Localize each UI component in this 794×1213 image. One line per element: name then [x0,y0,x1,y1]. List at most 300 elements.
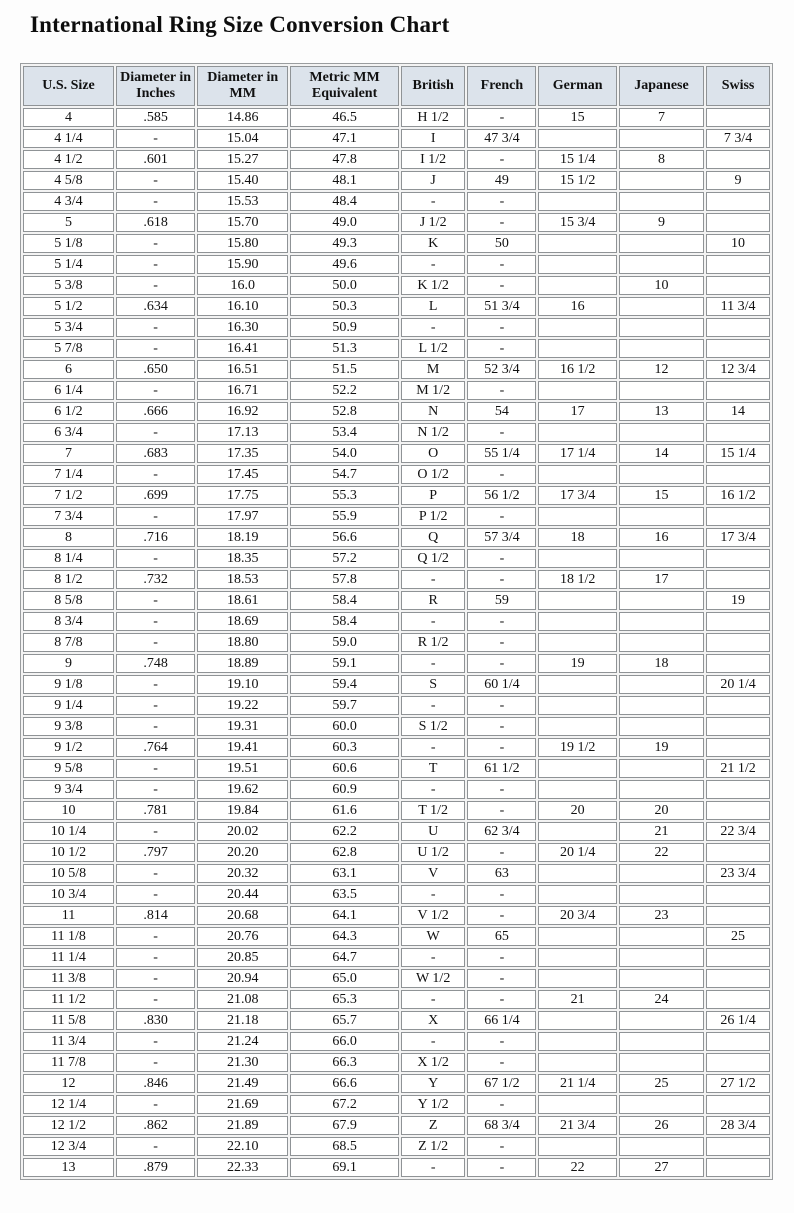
cell: 9 [706,171,770,190]
cell [619,297,704,316]
cell: - [116,990,195,1009]
cell: 21 [538,990,617,1009]
cell: 62 3/4 [467,822,536,841]
cell: 6 1/4 [23,381,114,400]
cell [619,234,704,253]
cell [538,948,617,967]
cell: - [467,423,536,442]
cell: 7 1/2 [23,486,114,505]
table-row [23,717,770,736]
cell [706,843,770,862]
cell: 47.1 [290,129,399,148]
cell [706,465,770,484]
cell [706,276,770,295]
column-header: French [467,66,536,106]
cell [538,1095,617,1114]
cell: 50.9 [290,318,399,337]
cell: - [467,276,536,295]
cell: - [401,780,466,799]
cell [706,192,770,211]
cell: 55 1/4 [467,444,536,463]
cell: 8 1/2 [23,570,114,589]
cell [706,885,770,904]
cell: 9 [23,654,114,673]
cell: 15 [619,486,704,505]
cell: H 1/2 [401,108,466,127]
cell: 21.18 [197,1011,288,1030]
cell: 12 [619,360,704,379]
cell: 16.0 [197,276,288,295]
cell: L [401,297,466,316]
cell: U 1/2 [401,843,466,862]
cell: 27 [619,1158,704,1177]
cell: 20.76 [197,927,288,946]
cell [538,864,617,883]
cell [619,1053,704,1072]
cell [619,192,704,211]
cell: - [401,612,466,631]
cell: - [116,696,195,715]
cell: 18.61 [197,591,288,610]
cell: J [401,171,466,190]
cell: - [401,948,466,967]
cell: 49.3 [290,234,399,253]
cell: 19.84 [197,801,288,820]
cell: 18 1/2 [538,570,617,589]
cell [619,381,704,400]
cell [619,507,704,526]
cell: - [467,150,536,169]
cell: - [116,1137,195,1156]
cell: 66.3 [290,1053,399,1072]
cell: 20.68 [197,906,288,925]
cell: 56 1/2 [467,486,536,505]
cell: 11 5/8 [23,1011,114,1030]
cell: W [401,927,466,946]
cell [706,738,770,757]
cell: 19.10 [197,675,288,694]
cell: 12 3/4 [706,360,770,379]
cell [619,696,704,715]
cell: - [116,465,195,484]
cell: N [401,402,466,421]
table-row [23,213,770,232]
cell: - [116,423,195,442]
cell: 51.3 [290,339,399,358]
cell: 59.0 [290,633,399,652]
cell: 15 1/4 [706,444,770,463]
cell: 53.4 [290,423,399,442]
cell: 60.0 [290,717,399,736]
cell: 55.9 [290,507,399,526]
cell: 14 [619,444,704,463]
cell: 18.35 [197,549,288,568]
cell: - [467,633,536,652]
cell: - [467,318,536,337]
cell [538,759,617,778]
cell: 58.4 [290,612,399,631]
cell: - [467,1137,536,1156]
cell: - [467,738,536,757]
cell: 17.45 [197,465,288,484]
cell: 15.04 [197,129,288,148]
cell: 55.3 [290,486,399,505]
cell: 47 3/4 [467,129,536,148]
cell [538,927,617,946]
table-row [23,108,770,127]
cell: - [116,633,195,652]
cell: 22.10 [197,1137,288,1156]
table-row [23,465,770,484]
cell: 12 3/4 [23,1137,114,1156]
cell: - [116,549,195,568]
cell: T [401,759,466,778]
cell: .716 [116,528,195,547]
cell [538,549,617,568]
cell: - [467,381,536,400]
cell: - [401,318,466,337]
cell [538,885,617,904]
cell: 57.2 [290,549,399,568]
cell: - [467,255,536,274]
cell: 20.20 [197,843,288,862]
cell: - [116,969,195,988]
cell: 16.10 [197,297,288,316]
cell: 20.32 [197,864,288,883]
cell: .814 [116,906,195,925]
cell: - [467,570,536,589]
table-row [23,1011,770,1030]
cell: M 1/2 [401,381,466,400]
cell: 22.33 [197,1158,288,1177]
table-row [23,801,770,820]
cell: 9 1/4 [23,696,114,715]
cell: 11 1/4 [23,948,114,967]
table-row [23,339,770,358]
cell: - [116,612,195,631]
cell: - [467,612,536,631]
cell: 11 7/8 [23,1053,114,1072]
table-row [23,507,770,526]
cell [538,234,617,253]
cell: .585 [116,108,195,127]
cell: 24 [619,990,704,1009]
cell [538,1011,617,1030]
cell: 13 [23,1158,114,1177]
cell [538,1032,617,1051]
cell [706,612,770,631]
cell: - [401,885,466,904]
cell: 49 [467,171,536,190]
cell: 16 1/2 [538,360,617,379]
cell: - [467,801,536,820]
cell: 5 1/2 [23,297,114,316]
cell: - [401,1032,466,1051]
cell: K [401,234,466,253]
cell: 7 [619,108,704,127]
cell: 64.1 [290,906,399,925]
cell: 57.8 [290,570,399,589]
cell: .618 [116,213,195,232]
cell: 15.70 [197,213,288,232]
cell: 59.1 [290,654,399,673]
cell: 21.30 [197,1053,288,1072]
cell: 51.5 [290,360,399,379]
cell [619,255,704,274]
cell: - [116,948,195,967]
cell: 10 1/4 [23,822,114,841]
cell [538,1137,617,1156]
cell [619,591,704,610]
cell: 64.3 [290,927,399,946]
cell: 26 [619,1116,704,1135]
cell: .683 [116,444,195,463]
cell: 60.3 [290,738,399,757]
cell [706,801,770,820]
cell [706,717,770,736]
cell: - [116,339,195,358]
cell: S [401,675,466,694]
cell: - [467,108,536,127]
cell: 8 7/8 [23,633,114,652]
cell: 16.51 [197,360,288,379]
cell: 5 3/4 [23,318,114,337]
table-row [23,780,770,799]
cell: 50.0 [290,276,399,295]
cell: .781 [116,801,195,820]
cell: 8 [619,150,704,169]
cell: .846 [116,1074,195,1093]
cell: 14.86 [197,108,288,127]
cell: 47.8 [290,150,399,169]
cell: - [467,948,536,967]
cell: - [116,381,195,400]
cell: P 1/2 [401,507,466,526]
table-row [23,696,770,715]
cell [538,381,617,400]
cell: 20.85 [197,948,288,967]
cell [619,465,704,484]
cell: 65.0 [290,969,399,988]
cell: - [467,1095,536,1114]
table-row [23,948,770,967]
cell: 16 1/2 [706,486,770,505]
cell: 7 3/4 [706,129,770,148]
cell: P [401,486,466,505]
cell: 62.2 [290,822,399,841]
cell [619,1011,704,1030]
cell: 25 [619,1074,704,1093]
cell: - [116,1032,195,1051]
cell: - [467,696,536,715]
cell [619,612,704,631]
table-row [23,906,770,925]
table-row [23,234,770,253]
cell: - [116,759,195,778]
cell [706,213,770,232]
cell [619,549,704,568]
cell: 19.41 [197,738,288,757]
cell: 60.6 [290,759,399,778]
cell [538,276,617,295]
table-row [23,402,770,421]
cell: 16 [538,297,617,316]
cell: - [467,990,536,1009]
cell [538,969,617,988]
cell: - [116,780,195,799]
table-row [23,738,770,757]
cell: - [116,1095,195,1114]
cell: - [116,864,195,883]
cell [538,633,617,652]
cell [706,696,770,715]
cell: .797 [116,843,195,862]
table-row [23,318,770,337]
cell: 21 1/2 [706,759,770,778]
cell: 17 [619,570,704,589]
cell: Y 1/2 [401,1095,466,1114]
cell: - [116,192,195,211]
cell [619,633,704,652]
cell: X [401,1011,466,1030]
cell: 9 3/8 [23,717,114,736]
cell: 27 1/2 [706,1074,770,1093]
cell: 16.71 [197,381,288,400]
table-row [23,969,770,988]
cell: 54.7 [290,465,399,484]
cell: 8 3/4 [23,612,114,631]
table-row [23,759,770,778]
cell: Q 1/2 [401,549,466,568]
cell [538,780,617,799]
cell: 60.9 [290,780,399,799]
cell: 23 [619,906,704,925]
cell [706,570,770,589]
cell: 12 [23,1074,114,1093]
cell: 15 [538,108,617,127]
cell: 61 1/2 [467,759,536,778]
cell [538,465,617,484]
cell: - [401,990,466,1009]
cell [706,1032,770,1051]
cell [619,927,704,946]
cell: W 1/2 [401,969,466,988]
cell [706,948,770,967]
cell: K 1/2 [401,276,466,295]
cell: 9 1/8 [23,675,114,694]
cell: O 1/2 [401,465,466,484]
cell: .634 [116,297,195,316]
cell: 21.24 [197,1032,288,1051]
cell: L 1/2 [401,339,466,358]
cell: - [467,1158,536,1177]
cell: 61.6 [290,801,399,820]
cell: 8 [23,528,114,547]
table-row [23,1137,770,1156]
cell: T 1/2 [401,801,466,820]
table-row [23,1032,770,1051]
cell: 54.0 [290,444,399,463]
table-row [23,423,770,442]
cell: 15.40 [197,171,288,190]
cell: 21.08 [197,990,288,1009]
cell: 64.7 [290,948,399,967]
cell: 17.75 [197,486,288,505]
cell: 18 [619,654,704,673]
cell [706,339,770,358]
cell: Q [401,528,466,547]
cell: S 1/2 [401,717,466,736]
cell: 19 [706,591,770,610]
cell [619,864,704,883]
cell: .650 [116,360,195,379]
cell: 63.5 [290,885,399,904]
cell: 59.4 [290,675,399,694]
table-row [23,1053,770,1072]
column-header: German [538,66,617,106]
cell: 65.7 [290,1011,399,1030]
cell: 20 [619,801,704,820]
cell: - [467,507,536,526]
cell: 4 5/8 [23,171,114,190]
table-row [23,675,770,694]
cell: 10 [619,276,704,295]
table-row [23,192,770,211]
table-row [23,360,770,379]
cell: 22 [619,843,704,862]
cell: - [467,192,536,211]
cell: 20.02 [197,822,288,841]
table-row [23,1074,770,1093]
cell: I [401,129,466,148]
cell: 65 [467,927,536,946]
cell: 4 1/2 [23,150,114,169]
cell: M [401,360,466,379]
cell: 6 [23,360,114,379]
cell [706,633,770,652]
cell: 16 [619,528,704,547]
cell [538,339,617,358]
cell: 68.5 [290,1137,399,1156]
cell: 11 3/8 [23,969,114,988]
cell: 18.53 [197,570,288,589]
cell [538,675,617,694]
cell: U [401,822,466,841]
cell [706,1053,770,1072]
cell: 58.4 [290,591,399,610]
cell: 9 1/2 [23,738,114,757]
cell [706,255,770,274]
cell: .879 [116,1158,195,1177]
cell: 20.44 [197,885,288,904]
cell: 11 1/2 [23,990,114,1009]
table-row [23,297,770,316]
table-row [23,1116,770,1135]
cell [619,675,704,694]
page-title: International Ring Size Conversion Chart [30,12,450,37]
cell: 21 1/4 [538,1074,617,1093]
cell: O [401,444,466,463]
cell: .601 [116,150,195,169]
cell: - [401,696,466,715]
cell: - [467,213,536,232]
cell [706,1158,770,1177]
cell: .862 [116,1116,195,1135]
table-row [23,612,770,631]
cell: - [116,927,195,946]
cell: 19 [619,738,704,757]
cell: 20 1/4 [538,843,617,862]
